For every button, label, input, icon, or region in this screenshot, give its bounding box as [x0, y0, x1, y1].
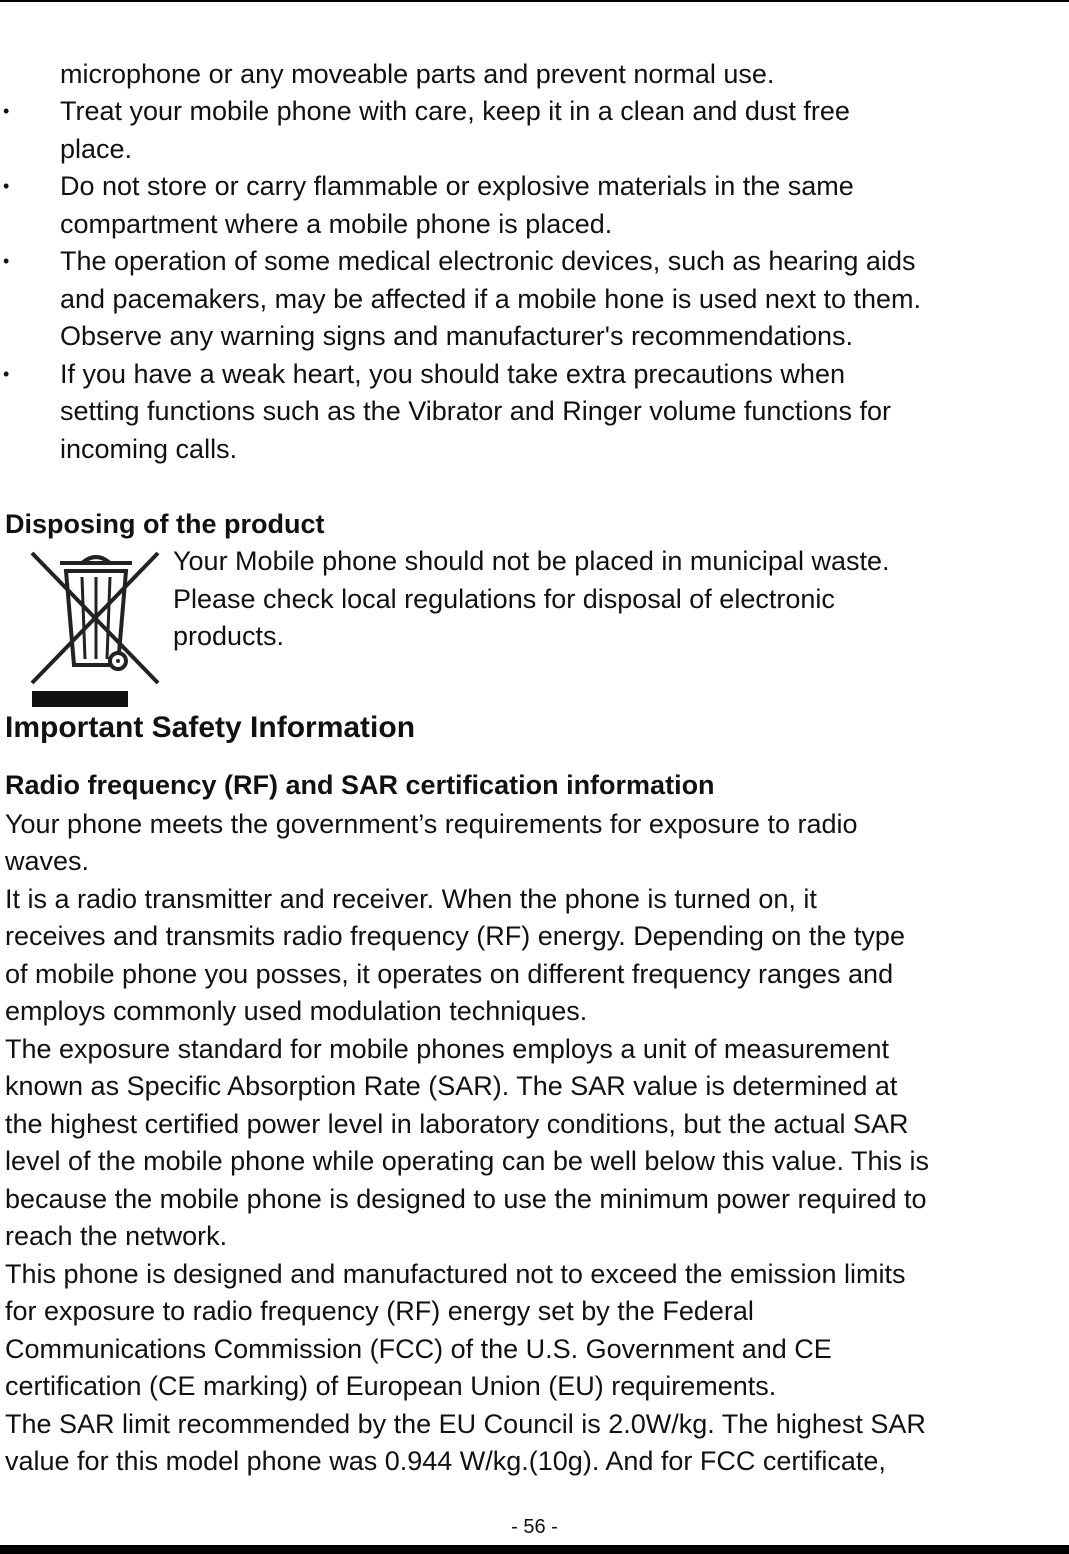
top-rule	[0, 0, 1069, 2]
safety-line: the highest certified power level in laboratory conditions, but the actual SAR	[5, 1109, 909, 1139]
bullet-2-line-2: compartment where a mobile phone is placed.	[60, 209, 613, 239]
bullet-marker: •	[3, 101, 10, 121]
bullet-1-line-2: place.	[60, 134, 133, 164]
bullet-4-line-3: incoming calls.	[60, 434, 238, 464]
safety-line: employs commonly used modulation techniques.	[5, 996, 588, 1026]
safety-line: value for this model phone was 0.944 W/kg.(10g). And for FCC certificate,	[5, 1446, 886, 1476]
safety-line: waves.	[5, 846, 90, 876]
safety-line: The SAR limit recommended by the EU Council is 2.0W/kg. The highest SAR	[5, 1409, 926, 1439]
safety-line: receives and transmits radio frequency (RF) energy. Depending on the type	[5, 921, 905, 951]
bullet-continuation: microphone or any moveable parts and prevent normal use.	[60, 59, 775, 89]
safety-line: reach the network.	[5, 1221, 228, 1251]
bullet-2-line-1: Do not store or carry flammable or explosive materials in the same	[60, 171, 854, 201]
bullet-4-line-1: If you have a weak heart, you should take extra precautions when	[60, 359, 845, 389]
disposal-line-2: Please check local regulations for disposal of electronic	[173, 584, 835, 614]
safety-line: This phone is designed and manufactured not to exceed the emission limits	[5, 1259, 906, 1289]
safety-line: because the mobile phone is designed to use the minimum power required to	[5, 1184, 927, 1214]
safety-heading: Important Safety Information	[5, 711, 416, 744]
safety-line: level of the mobile phone while operating can be well below this value. This is	[5, 1146, 930, 1176]
safety-line: known as Specific Absorption Rate (SAR). The SAR value is determined at	[5, 1071, 898, 1101]
safety-line: Communications Commission (FCC) of the U.S. Government and CE	[5, 1334, 832, 1364]
rf-sar-subheading: Radio frequency (RF) and SAR certification information	[5, 770, 715, 800]
bullet-4-line-2: setting functions such as the Vibrator and Ringer volume functions for	[60, 396, 891, 426]
safety-line: of mobile phone you posses, it operates on different frequency ranges and	[5, 959, 894, 989]
safety-line: certification (CE marking) of European Union (EU) requirements.	[5, 1371, 777, 1401]
bullet-3-line-1: The operation of some medical electronic devices, such as hearing aids	[60, 246, 916, 276]
safety-line: It is a radio transmitter and receiver. When the phone is turned on, it	[5, 884, 817, 914]
bullet-3-line-2: and pacemakers, may be affected if a mobile hone is used next to them.	[60, 284, 921, 314]
bullet-3-line-3: Observe any warning signs and manufacturer's recommendations.	[60, 321, 854, 351]
disposal-line-1: Your Mobile phone should not be placed in municipal waste.	[173, 546, 890, 576]
safety-line: for exposure to radio frequency (RF) energy set by the Federal	[5, 1296, 754, 1326]
crossed-out-wheelie-bin-icon	[24, 543, 164, 711]
safety-line: Your phone meets the government’s requirements for exposure to radio	[5, 809, 858, 839]
bullet-marker: •	[3, 176, 10, 196]
page-number: - 56 -	[511, 1516, 558, 1538]
disposal-line-3: products.	[173, 621, 285, 651]
bullet-marker: •	[3, 364, 10, 384]
bottom-rule	[0, 1545, 1069, 1554]
bullet-1-line-1: Treat your mobile phone with care, keep it in a clean and dust free	[60, 96, 850, 126]
safety-line: The exposure standard for mobile phones employs a unit of measurement	[5, 1034, 889, 1064]
bullet-marker: •	[3, 251, 10, 271]
disposal-heading: Disposing of the product	[5, 509, 325, 539]
